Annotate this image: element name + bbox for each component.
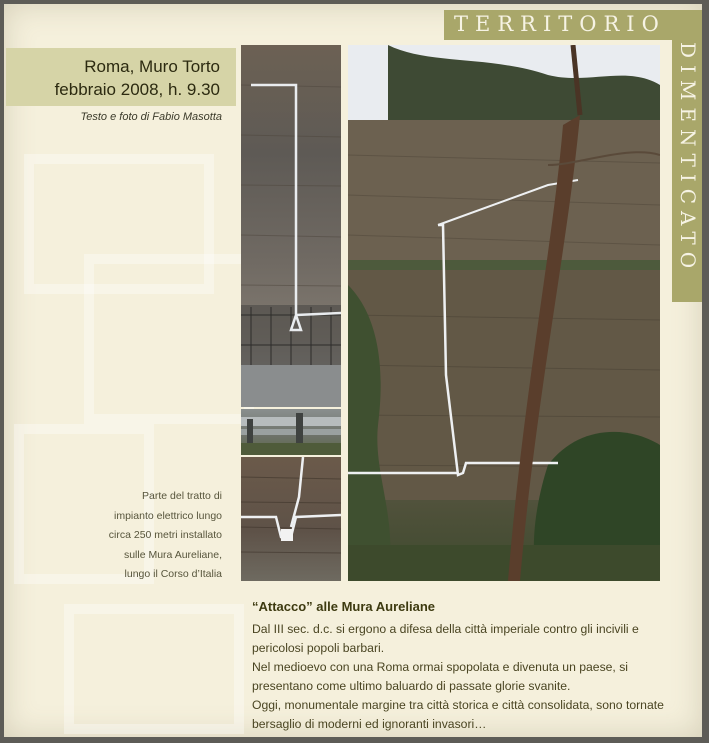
article-paragraph: Oggi, monumentale margine tra città storica e città consolidata, sono tornate bersaglio di moderni ed ignoranti invasori… <box>252 698 664 731</box>
article-body <box>252 620 672 734</box>
background-shape <box>64 604 244 734</box>
magazine-page <box>4 4 702 737</box>
caption-line: circa 250 metri installato <box>108 529 222 541</box>
article-paragraph: Nel medioevo con una Roma ormai spopolata e divenuta un paese, si presentano come ultimo baluardo di passate glorie svanite. <box>252 660 629 693</box>
section-header-band <box>444 10 672 40</box>
caption-line: Parte del tratto di <box>142 490 222 502</box>
title-date: febbraio 2008, h. 9.30 <box>54 80 220 99</box>
section-title: TERRITORIO <box>454 12 666 36</box>
section-subtitle: DIMENTICATO <box>676 42 700 276</box>
photo-aurelian-wall-tree <box>348 45 660 581</box>
article-title: “Attacco” alle Mura Aureliane <box>252 599 436 614</box>
photo-junction-box <box>241 457 341 581</box>
caption-line: lungo il Corso d’Italia <box>124 568 222 580</box>
article-paragraph: Dal III sec. d.c. si ergono a difesa della città imperiale contro gli incivili e pericolosi popoli barbari. <box>252 622 639 655</box>
background-shape <box>84 254 254 424</box>
title-box <box>6 48 236 106</box>
caption-line: impianto elettrico lungo <box>114 509 222 522</box>
section-vertical-band <box>672 10 702 302</box>
photo-guardrail <box>241 409 341 455</box>
caption-line: sulle Mura Aureliane, <box>123 548 222 561</box>
photo-wall-conduit-tall <box>241 45 341 407</box>
title-location: Roma, Muro Torto <box>84 57 220 76</box>
photo-caption <box>94 487 222 585</box>
byline: Testo e foto di Fabio Masotta <box>80 111 222 123</box>
